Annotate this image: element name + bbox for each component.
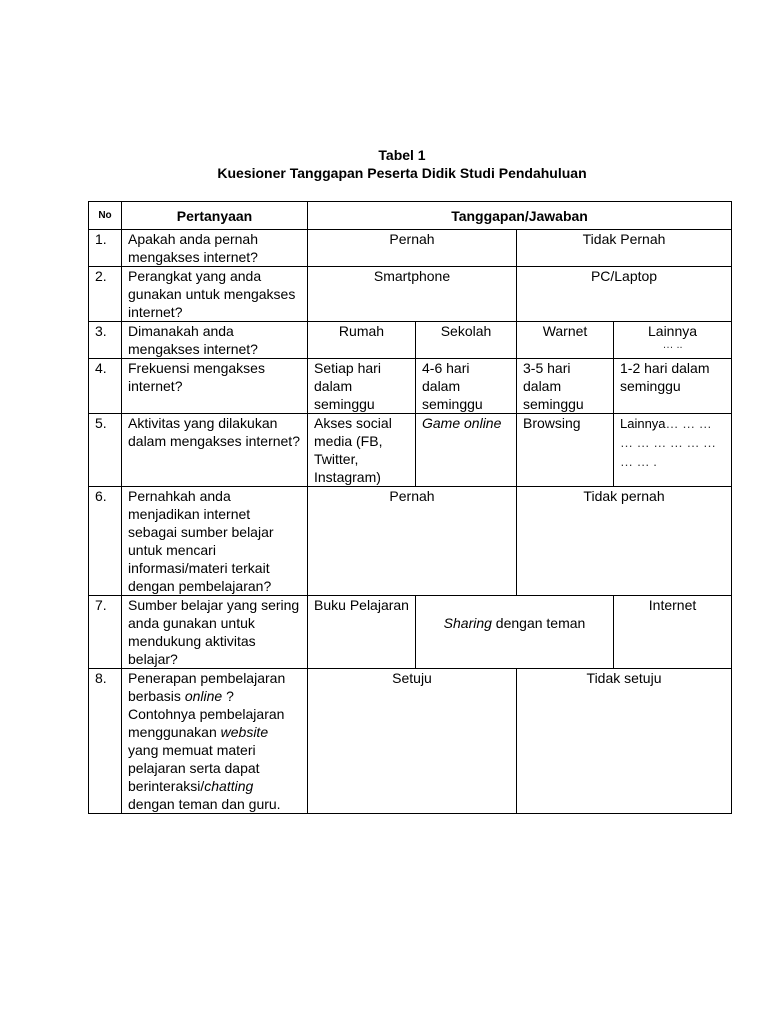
question-cell: Dimanakah anda mengakses internet?	[122, 322, 308, 359]
header-row	[89, 202, 732, 230]
question-cell	[122, 669, 308, 814]
answer-cell: Smartphone	[308, 267, 517, 322]
answer-cell: Tidak setuju	[517, 669, 732, 814]
answer-dots: … ..	[662, 339, 683, 351]
row-number: 1.	[89, 230, 122, 267]
answer-cell	[416, 596, 614, 669]
table-number: Tabel 1	[378, 147, 426, 163]
table-row	[89, 487, 732, 596]
question-cell: Apakah anda pernah mengakses internet?	[122, 230, 308, 267]
answer-cell: Pernah	[308, 230, 517, 267]
table-row	[89, 230, 732, 267]
table-row	[89, 669, 732, 814]
row-number: 5.	[89, 414, 122, 487]
answer-cell	[614, 322, 732, 359]
answer-label: Lainnya	[648, 323, 698, 339]
header-answer: Tanggapan/Jawaban	[308, 202, 732, 230]
answer-cell: Pernah	[308, 487, 517, 596]
table-row	[89, 414, 732, 487]
row-number: 8.	[89, 669, 122, 814]
answer-cell: Internet	[614, 596, 732, 669]
answer-cell: 3-5 hari dalam seminggu	[517, 359, 614, 414]
question-cell: Perangkat yang anda gunakan untuk mengakses internet?	[122, 267, 308, 322]
table-row	[89, 267, 732, 322]
question-cell: Pernahkah anda menjadikan internet sebagai sumber belajar untuk mencari informasi/materi terkait dengan pembelajaran?	[122, 487, 308, 596]
row-number: 3.	[89, 322, 122, 359]
question-emphasis: website	[220, 724, 269, 740]
question-cell: Frekuensi mengakses internet?	[122, 359, 308, 414]
row-number: 2.	[89, 267, 122, 322]
answer-cell: Warnet	[517, 322, 614, 359]
answer-cell: Akses social media (FB, Twitter, Instagram)	[308, 414, 416, 487]
answer-cell: PC/Laptop	[517, 267, 732, 322]
answer-cell: Rumah	[308, 322, 416, 359]
question-cell: Aktivitas yang dilakukan dalam mengakses internet?	[122, 414, 308, 487]
row-number: 6.	[89, 487, 122, 596]
question-text: Penerapan pembelajaran berbasis	[128, 670, 286, 704]
answer-cell: Sekolah	[416, 322, 517, 359]
table-row	[89, 596, 732, 669]
question-text: ? Contohnya pembelajaran menggunakan	[128, 688, 285, 740]
answer-cell	[614, 414, 732, 487]
answer-cell: Browsing	[517, 414, 614, 487]
answer-cell: Setuju	[308, 669, 517, 814]
question-emphasis: chatting	[204, 778, 254, 794]
answer-cell: Tidak Pernah	[517, 230, 732, 267]
question-emphasis: online	[184, 688, 223, 704]
table-row	[89, 322, 732, 359]
table-row	[89, 359, 732, 414]
question-text: dengan teman dan guru.	[128, 796, 281, 812]
answer-cell: 4-6 hari dalam seminggu	[416, 359, 517, 414]
table-caption	[0, 146, 768, 182]
table-title: Kuesioner Tanggapan Peserta Didik Studi Pendahuluan	[217, 165, 587, 181]
header-no: No	[89, 202, 122, 230]
answer-dots: … … … … … … … … … … … .	[620, 416, 717, 469]
answer-cell: Buku Pelajaran	[308, 596, 416, 669]
row-number: 7.	[89, 596, 122, 669]
answer-emphasis: Sharing	[443, 615, 492, 631]
question-text: yang memuat materi pelajaran serta dapat berinteraksi/	[128, 742, 260, 794]
answer-text: dengan teman	[491, 615, 586, 631]
answer-cell: Game online	[416, 414, 517, 487]
header-question: Pertanyaan	[122, 202, 308, 230]
answer-cell: Setiap hari dalam seminggu	[308, 359, 416, 414]
answer-cell: Tidak pernah	[517, 487, 732, 596]
questionnaire-table	[88, 201, 732, 814]
row-number: 4.	[89, 359, 122, 414]
answer-label: Lainnya	[620, 416, 666, 431]
question-cell: Sumber belajar yang sering anda gunakan untuk mendukung aktivitas belajar?	[122, 596, 308, 669]
answer-cell: 1-2 hari dalam seminggu	[614, 359, 732, 414]
